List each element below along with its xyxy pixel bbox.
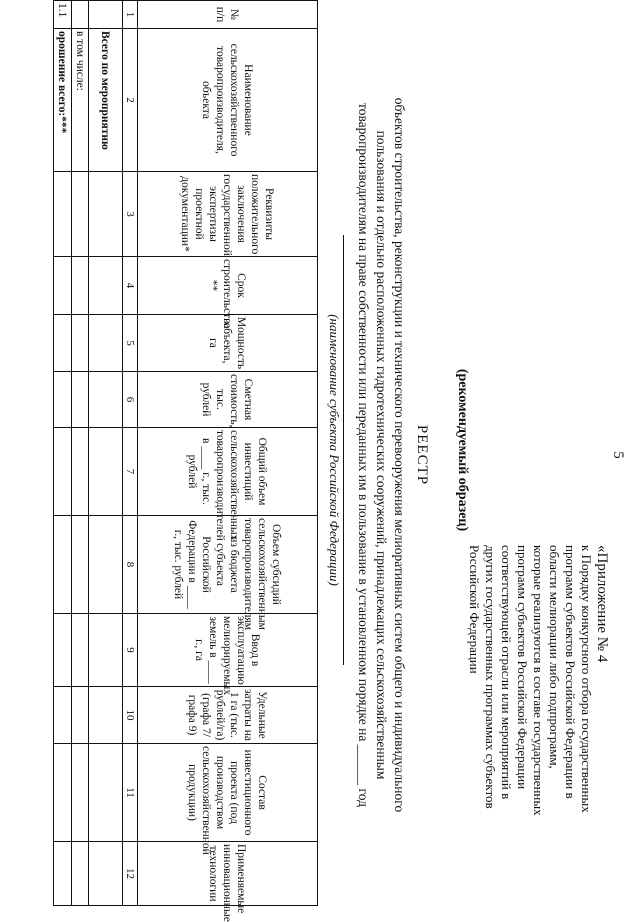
- column-header: Состав инвестиционного проекта (под производством сельскохозяйственной продукции): [138, 744, 318, 842]
- column-number: 1: [123, 1, 138, 29]
- column-header: Применяемые инновационные технологии: [138, 842, 318, 906]
- column-number: 12: [123, 842, 138, 906]
- description-line: пользования и отдельно расположенных гидротехнических сооружений, принадлежащих сельскохозяйственным: [374, 130, 389, 780]
- row-number: 1.1: [54, 1, 72, 29]
- column-number: 9: [123, 614, 138, 687]
- table-cell: [72, 687, 89, 744]
- table-cell: [89, 428, 123, 516]
- table-row-irrigation: [54, 1, 72, 906]
- subject-underline: [343, 235, 344, 665]
- table-cell: [54, 172, 72, 257]
- table-cell: [54, 315, 72, 372]
- registry-description: [354, 40, 408, 870]
- table-row-total: [89, 1, 123, 906]
- appendix-title: «Приложение № 4: [594, 545, 610, 663]
- table-cell: [89, 614, 123, 687]
- table-cell: [72, 172, 89, 257]
- appendix-line: области мелиорации либо подпрограмм,: [547, 545, 562, 769]
- column-number-row: [123, 1, 138, 906]
- column-number: 4: [123, 257, 138, 315]
- column-number: 2: [123, 29, 138, 172]
- registry-table: [53, 0, 318, 922]
- appendix-line: к Порядку конкурсного отбора государственных: [579, 545, 594, 813]
- appendix-line: которые реализуются в составе государственных: [531, 545, 546, 816]
- column-header: Мощность объекта, га: [138, 315, 318, 372]
- table-cell: [72, 257, 89, 315]
- column-header: Общий объем инвестиций сельскохозяйственных товаропроизводителей в ____ г., тыс. рублей: [138, 428, 318, 516]
- column-header: Удельные затраты на 1 га (тыс. рублей/га) (графа 7/графа 9): [138, 687, 318, 744]
- table-cell: [89, 516, 123, 614]
- column-number: 11: [123, 744, 138, 842]
- column-number: 10: [123, 687, 138, 744]
- table-row-including: [72, 1, 89, 906]
- table-cell: [89, 172, 123, 257]
- table-cell: [72, 842, 89, 906]
- table-cell: [54, 687, 72, 744]
- column-number: 6: [123, 372, 138, 428]
- description-line: объектов строительства, реконструкции и технического перевооружения мелиоративных систем общего и индивидуального: [392, 97, 407, 813]
- column-header: Ввод в эксплуатацию мелиорируемых земель в ____ г., га: [138, 614, 318, 687]
- column-header: Реквизиты положительного заключения государственной экспертизы проектной документации*: [138, 172, 318, 257]
- appendix-line: других государственных программах субъектов: [483, 545, 498, 809]
- table-cell: [72, 516, 89, 614]
- row-number: [89, 1, 123, 29]
- table-cell: [72, 614, 89, 687]
- column-header: Наименование сельскохозяйственного товаропроизводителя, объекта: [138, 29, 318, 172]
- column-header: Сметная стоимость, тыс. рублей: [138, 372, 318, 428]
- table-cell: [54, 744, 72, 842]
- table-cell: [89, 315, 123, 372]
- table-cell: [54, 372, 72, 428]
- appendix-line: соответствующей отрасли или мероприятий в: [499, 545, 514, 800]
- column-number: 3: [123, 172, 138, 257]
- table-cell: [89, 372, 123, 428]
- column-header: № п/п: [138, 1, 318, 29]
- row-number: [72, 1, 89, 29]
- sample-label: (рекомендуемый образец): [455, 368, 470, 532]
- column-number: 5: [123, 315, 138, 372]
- table-cell: [72, 315, 89, 372]
- table-header-row: [138, 1, 318, 906]
- registry-title: РЕЕСТР: [414, 424, 430, 486]
- table-cell: [89, 842, 123, 906]
- row-label: в том числе:: [72, 29, 89, 172]
- row-label: орошение всего:***: [54, 29, 72, 172]
- table-cell: [72, 372, 89, 428]
- appendix-block: [466, 545, 610, 885]
- table-cell: [54, 428, 72, 516]
- table-cell: [72, 428, 89, 516]
- column-number: 8: [123, 516, 138, 614]
- table-cell: [89, 687, 123, 744]
- appendix-line: Российской Федерации: [467, 545, 482, 674]
- table-cell: [89, 744, 123, 842]
- table-cell: [72, 744, 89, 842]
- table-cell: [54, 516, 72, 614]
- description-line: товаропроизводителям на праве собственности или переданных им в пользование в установленном порядке на ______ год: [356, 102, 371, 807]
- appendix-line: программ субъектов Российской Федерации в: [563, 545, 578, 799]
- page-number: 5: [610, 451, 626, 459]
- table-cell: [54, 614, 72, 687]
- subject-label: (наименование субъекта Российской Федерации): [327, 314, 342, 586]
- table-cell: [89, 257, 123, 315]
- table-cell: [54, 257, 72, 315]
- column-header: Срок строительства **: [138, 257, 318, 315]
- appendix-line: программ субъектов Российской Федерации: [515, 545, 530, 790]
- row-label: Всего по мероприятию: [89, 29, 123, 172]
- column-number: 7: [123, 428, 138, 516]
- table-cell: [54, 842, 72, 906]
- column-header: Объем субсидий сельскохозяйственным товаропроизводителям из бюджета субъекта Российской Федерации в ____ г., тыс. рублей: [138, 516, 318, 614]
